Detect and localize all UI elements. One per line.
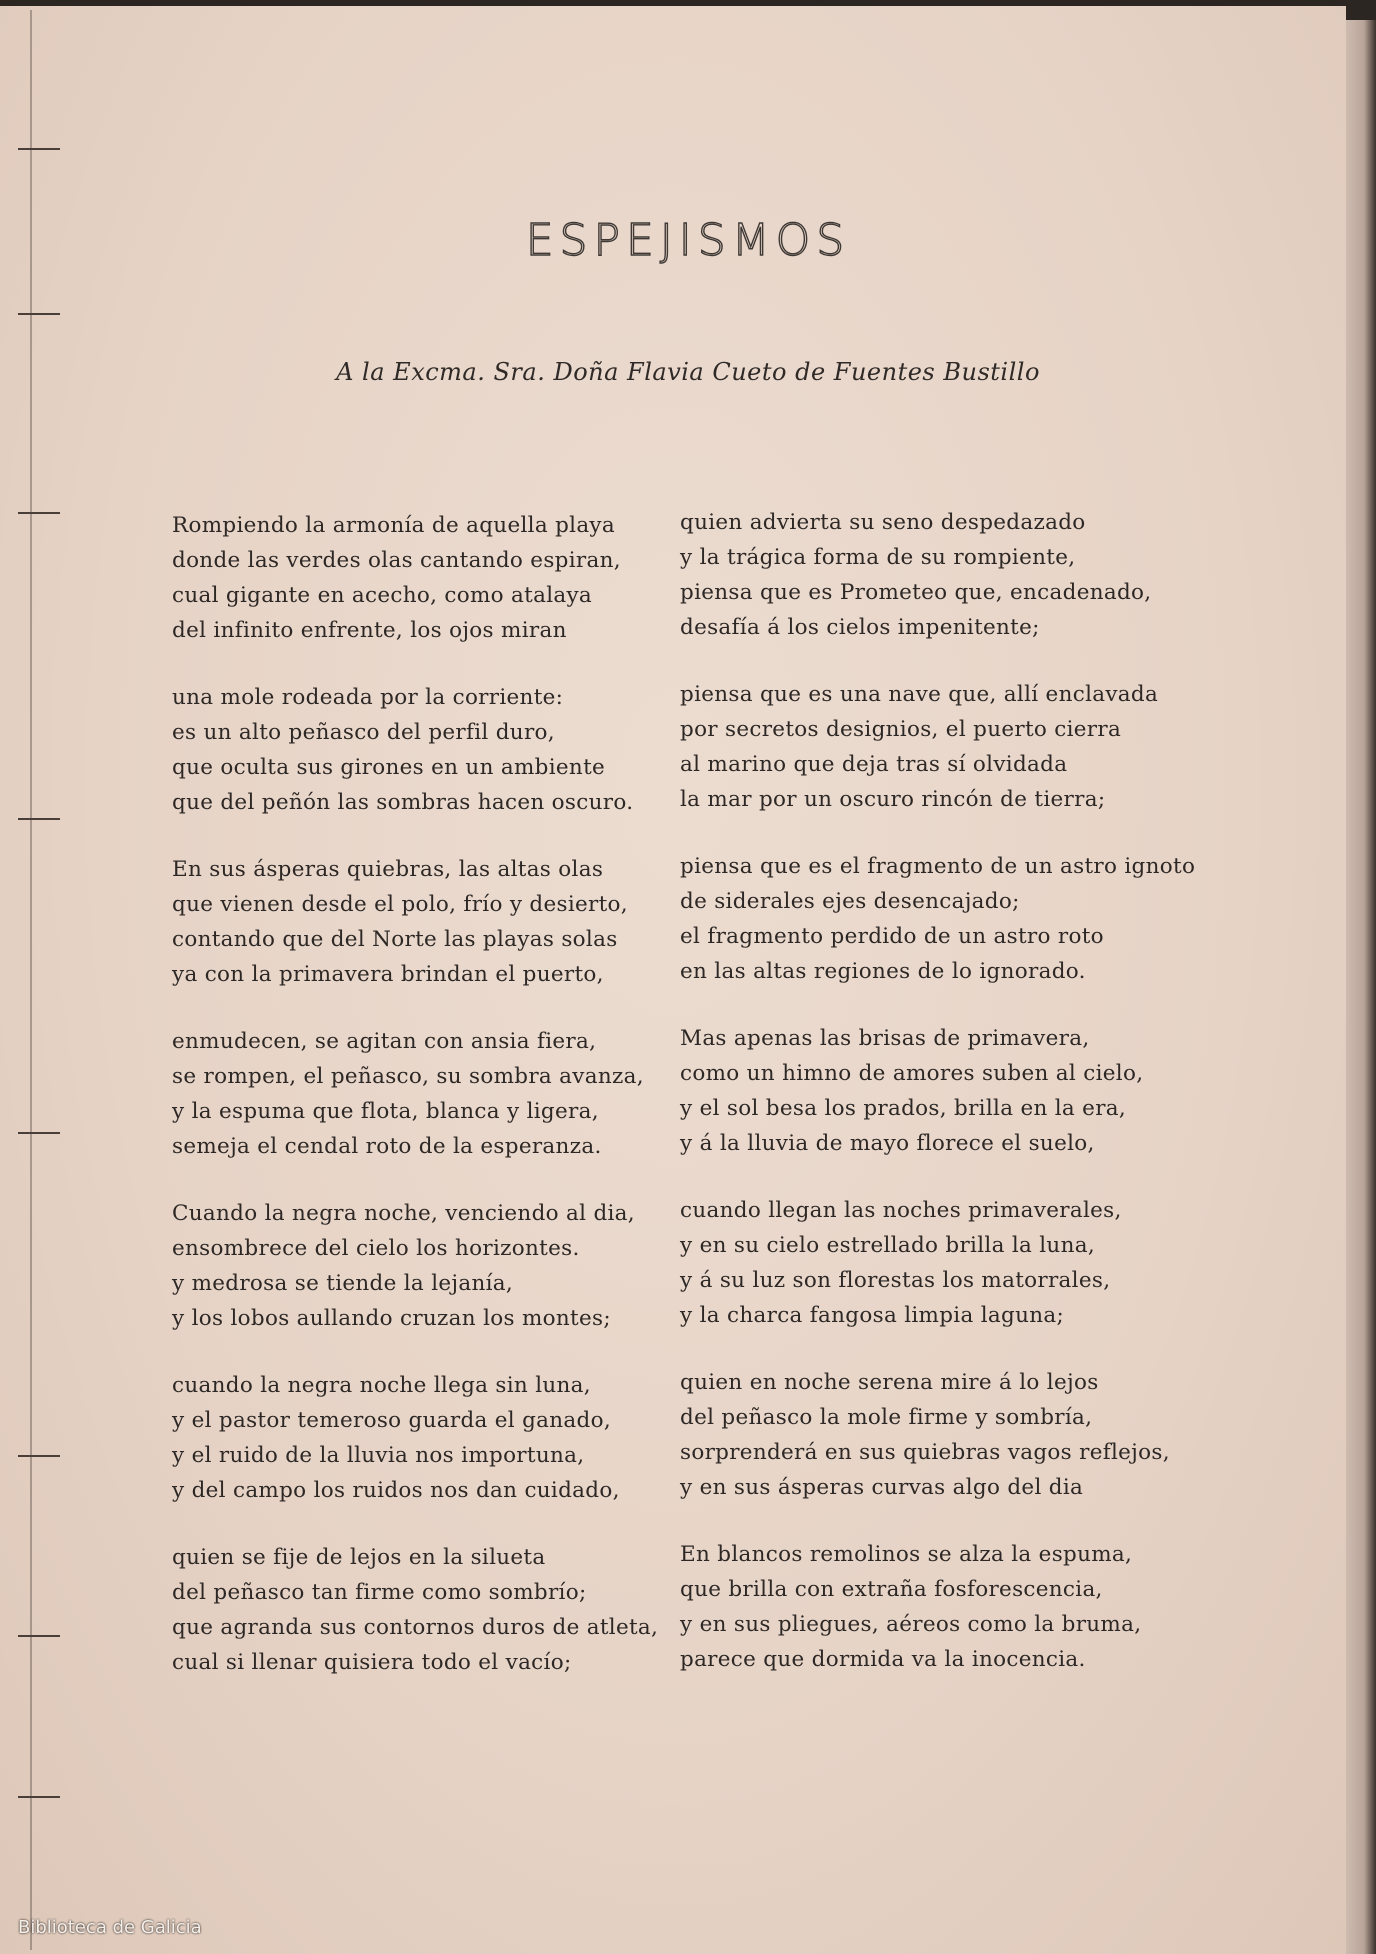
verse-line: y la charca fangosa limpia laguna;: [680, 1303, 1065, 1328]
verse-line: del peñasco tan firme como sombrío;: [172, 1580, 587, 1605]
verse-line: En blancos remolinos se alza la espuma,: [680, 1542, 1133, 1567]
verse-line: enmudecen, se agitan con ansia fiera,: [172, 1029, 597, 1054]
verse-line: y el ruido de la lluvia nos importuna,: [172, 1443, 585, 1468]
stanza: [680, 1021, 1220, 1161]
binding-stitch: [18, 1455, 60, 1457]
verse-line: piensa que es una nave que, allí enclavada: [680, 682, 1159, 707]
stanza: [680, 1365, 1220, 1505]
verse-line: piensa que es Prometeo que, encadenado,: [680, 580, 1152, 605]
verse-line: en las altas regiones de lo ignorado.: [680, 959, 1086, 984]
binding-stitch: [18, 313, 60, 315]
stanza: [172, 1540, 692, 1680]
verse-line: Mas apenas las brisas de primavera,: [680, 1026, 1090, 1051]
stanza: [680, 677, 1220, 817]
verse-line: ensombrece del cielo los horizontes.: [172, 1236, 580, 1261]
stanza: [680, 505, 1220, 645]
verse-line: se rompen, el peñasco, su sombra avanza,: [172, 1064, 644, 1089]
verse-line: cual gigante en acecho, como atalaya: [172, 583, 593, 608]
verse-line: del infinito enfrente, los ojos miran: [172, 618, 567, 643]
stanza: [172, 1368, 692, 1508]
binding-stitch: [18, 1635, 60, 1637]
library-watermark: Biblioteca de Galicia: [18, 1917, 202, 1938]
binding-stitch: [18, 512, 60, 514]
verse-line: ya con la primavera brindan el puerto,: [172, 962, 604, 987]
verse-line: semeja el cendal roto de la esperanza.: [172, 1134, 602, 1159]
binding-stitch: [18, 1796, 60, 1798]
verse-line: y en sus pliegues, aéreos como la bruma,: [680, 1612, 1142, 1637]
verse-line: piensa que es el fragmento de un astro ignoto: [680, 854, 1196, 879]
verse-line: por secretos designios, el puerto cierra: [680, 717, 1122, 742]
stanza: [680, 1537, 1220, 1677]
verse-line: y en sus ásperas curvas algo del dia: [680, 1475, 1084, 1500]
verse-line: como un himno de amores suben al cielo,: [680, 1061, 1144, 1086]
stanza: [172, 1196, 692, 1336]
verse-line: y la trágica forma de su rompiente,: [680, 545, 1076, 570]
verse-line: la mar por un oscuro rincón de tierra;: [680, 787, 1106, 812]
poem-title-text: ESPEJISMOS: [525, 215, 851, 266]
binding-stitch: [18, 1132, 60, 1134]
verse-line: que agranda sus contornos duros de atleta,: [172, 1615, 659, 1640]
left-column: [172, 508, 692, 1712]
dedication: A la Excma. Sra. Doña Flavia Cueto de Fuentes Bustillo: [336, 358, 1040, 386]
stanza: [680, 849, 1220, 989]
verse-line: el fragmento perdido de un astro roto: [680, 924, 1104, 949]
page-edge: [1346, 20, 1376, 1954]
verse-line: y del campo los ruidos nos dan cuidado,: [172, 1478, 620, 1503]
verse-line: contando que del Norte las playas solas: [172, 927, 618, 952]
binding-stitch: [18, 148, 60, 150]
verse-line: es un alto peñasco del perfil duro,: [172, 720, 555, 745]
verse-line: cuando llegan las noches primaverales,: [680, 1198, 1122, 1223]
verse-line: parece que dormida va la inocencia.: [680, 1647, 1086, 1672]
verse-line: que del peñón las sombras hacen oscuro.: [172, 790, 634, 815]
verse-line: quien advierta su seno despedazado: [680, 510, 1086, 535]
verse-line: En sus ásperas quiebras, las altas olas: [172, 857, 604, 882]
verse-line: Rompiendo la armonía de aquella playa: [172, 513, 615, 538]
poem-title: [0, 215, 1376, 266]
verse-line: del peñasco la mole firme y sombría,: [680, 1405, 1093, 1430]
verse-line: quien en noche serena mire á lo lejos: [680, 1370, 1099, 1395]
verse-line: y la espuma que flota, blanca y ligera,: [172, 1099, 599, 1124]
verse-line: y el pastor temeroso guarda el ganado,: [172, 1408, 611, 1433]
stanza: [172, 508, 692, 648]
verse-line: quien se fije de lejos en la silueta: [172, 1545, 546, 1570]
stanza: [172, 852, 692, 992]
verse-line: que vienen desde el polo, frío y desierto,: [172, 892, 628, 917]
stanza: [172, 1024, 692, 1164]
verse-line: cuando la negra noche llega sin luna,: [172, 1373, 591, 1398]
verse-line: y el sol besa los prados, brilla en la era,: [680, 1096, 1127, 1121]
verse-line: sorprenderá en sus quiebras vagos reflejos,: [680, 1440, 1170, 1465]
binding-line: [30, 10, 32, 1950]
verse-line: de siderales ejes desencajado;: [680, 889, 1020, 914]
verse-line: al marino que deja tras sí olvidada: [680, 752, 1068, 777]
verse-line: cual si llenar quisiera todo el vacío;: [172, 1650, 572, 1675]
stanza: [172, 680, 692, 820]
verse-line: que oculta sus girones en un ambiente: [172, 755, 606, 780]
verse-line: donde las verdes olas cantando espiran,: [172, 548, 621, 573]
right-column: [680, 505, 1220, 1709]
stanza: [680, 1193, 1220, 1333]
verse-line: Cuando la negra noche, venciendo al dia,: [172, 1201, 635, 1226]
verse-line: y en su cielo estrellado brilla la luna,: [680, 1233, 1095, 1258]
verse-line: y los lobos aullando cruzan los montes;: [172, 1306, 611, 1331]
verse-line: una mole rodeada por la corriente:: [172, 685, 564, 710]
binding-stitch: [18, 818, 60, 820]
verse-line: y á la lluvia de mayo florece el suelo,: [680, 1131, 1095, 1156]
verse-line: que brilla con extraña fosforescencia,: [680, 1577, 1103, 1602]
verse-line: desafía á los cielos impenitente;: [680, 615, 1040, 640]
verse-line: y á su luz son florestas los matorrales,: [680, 1268, 1111, 1293]
verse-line: y medrosa se tiende la lejanía,: [172, 1271, 514, 1296]
